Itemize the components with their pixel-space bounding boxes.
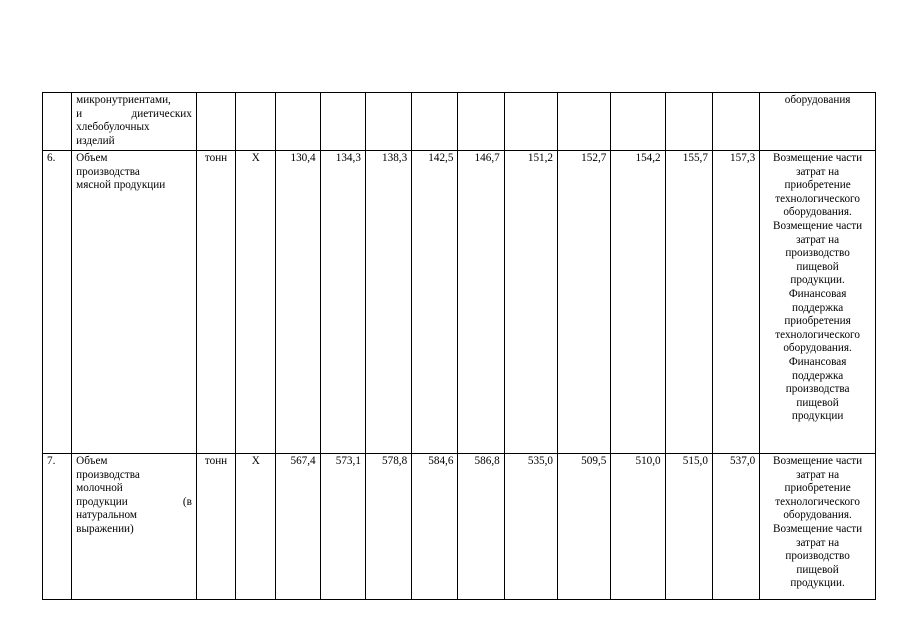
cell-value: 510,0: [611, 454, 665, 600]
note-line: затрат на: [796, 233, 840, 246]
name-line: микронутриентами,: [76, 94, 171, 106]
note-line: затрат на: [796, 536, 840, 549]
cell-value: [276, 93, 320, 151]
cell-value: [611, 93, 665, 151]
name-line: молочной: [76, 482, 123, 495]
note-line: оборудования: [784, 94, 851, 106]
cell-value: 154,2: [611, 151, 665, 454]
note-line: пищевой: [796, 260, 839, 273]
cell-value: [365, 93, 411, 151]
cell-value: [558, 93, 611, 151]
table-row-dairy-production: [43, 454, 876, 600]
name-line: и диетических: [76, 107, 192, 120]
cell-value: 142,5: [412, 151, 458, 454]
cell-base: [236, 93, 276, 151]
cell-value: 586,8: [458, 454, 504, 600]
name-line: Объем: [76, 455, 108, 467]
cell-measures: [760, 151, 876, 454]
note-line: производства: [785, 383, 850, 396]
name-line: изделий: [76, 134, 115, 147]
note-line: поддержка: [792, 301, 844, 314]
name-line: производства: [76, 165, 140, 178]
cell-indicator-name: [72, 93, 197, 151]
name-line: мясной продукции: [76, 179, 166, 192]
cell-base: Х: [236, 151, 276, 454]
note-line: приобретения: [784, 315, 851, 328]
cell-value: 509,5: [558, 454, 611, 600]
note-line: приобретение: [784, 482, 851, 495]
cell-number: 6.: [43, 151, 72, 454]
cell-measures: [760, 93, 876, 151]
cell-indicator-name: [72, 151, 197, 454]
cell-value: 515,0: [665, 454, 712, 600]
note-line: технологического: [775, 495, 860, 508]
note-line: продукции.: [790, 274, 845, 287]
note-line: технологического: [775, 192, 860, 205]
cell-unit: [196, 93, 235, 151]
note-line: Финансовая: [788, 355, 847, 368]
name-line: хлебобулочных: [76, 121, 150, 134]
cell-value: [320, 93, 365, 151]
cell-value: 130,4: [276, 151, 320, 454]
cell-number: [43, 93, 72, 151]
note-line: приобретение: [784, 179, 851, 192]
indicators-table: [42, 92, 876, 600]
cell-value: 138,3: [365, 151, 411, 454]
name-line: Объем: [76, 152, 108, 164]
cell-value: 155,7: [665, 151, 712, 454]
note-line: оборудования.: [783, 509, 852, 522]
cell-value: 151,2: [504, 151, 557, 454]
cell-base: Х: [236, 454, 276, 600]
note-line: Возмещение части: [773, 152, 863, 164]
cell-value: [458, 93, 504, 151]
name-line: продукции (в: [76, 495, 192, 508]
note-line: оборудования.: [783, 342, 852, 355]
note-line: технологического: [775, 328, 860, 341]
cell-value: 567,4: [276, 454, 320, 600]
note-line: пищевой: [796, 563, 839, 576]
cell-value: 578,8: [365, 454, 411, 600]
cell-value: 573,1: [320, 454, 365, 600]
cell-value: 537,0: [712, 454, 759, 600]
cell-value: [665, 93, 712, 151]
note-line: производство: [785, 247, 850, 260]
name-line: выражении): [76, 522, 134, 535]
note-line: Финансовая: [788, 287, 847, 300]
note-line: Возмещение части: [773, 455, 863, 467]
cell-unit: тонн: [196, 151, 235, 454]
cell-value: 146,7: [458, 151, 504, 454]
cell-indicator-name: [72, 454, 197, 600]
note-line: оборудования.: [783, 206, 852, 219]
name-line: натуральном: [76, 509, 137, 522]
cell-value: [712, 93, 759, 151]
cell-value: [504, 93, 557, 151]
table-row-continuation: [43, 93, 876, 151]
note-line: затрат на: [796, 468, 840, 481]
cell-value: 157,3: [712, 151, 759, 454]
cell-value: 584,6: [412, 454, 458, 600]
note-line: производство: [785, 550, 850, 563]
table-row-meat-production: [43, 151, 876, 454]
cell-value: 152,7: [558, 151, 611, 454]
cell-measures: [760, 454, 876, 600]
cell-number: 7.: [43, 454, 72, 600]
note-line: поддержка: [792, 369, 844, 382]
cell-value: 535,0: [504, 454, 557, 600]
note-line: продукции: [791, 410, 844, 423]
note-line: продукции.: [790, 577, 845, 590]
note-line: затрат на: [796, 165, 840, 178]
note-line: Возмещение части: [773, 219, 863, 232]
cell-unit: тонн: [196, 454, 235, 600]
name-line: производства: [76, 468, 140, 481]
note-line: пищевой: [796, 396, 839, 409]
cell-value: 134,3: [320, 151, 365, 454]
cell-value: [412, 93, 458, 151]
note-line: Возмещение части: [773, 522, 863, 535]
